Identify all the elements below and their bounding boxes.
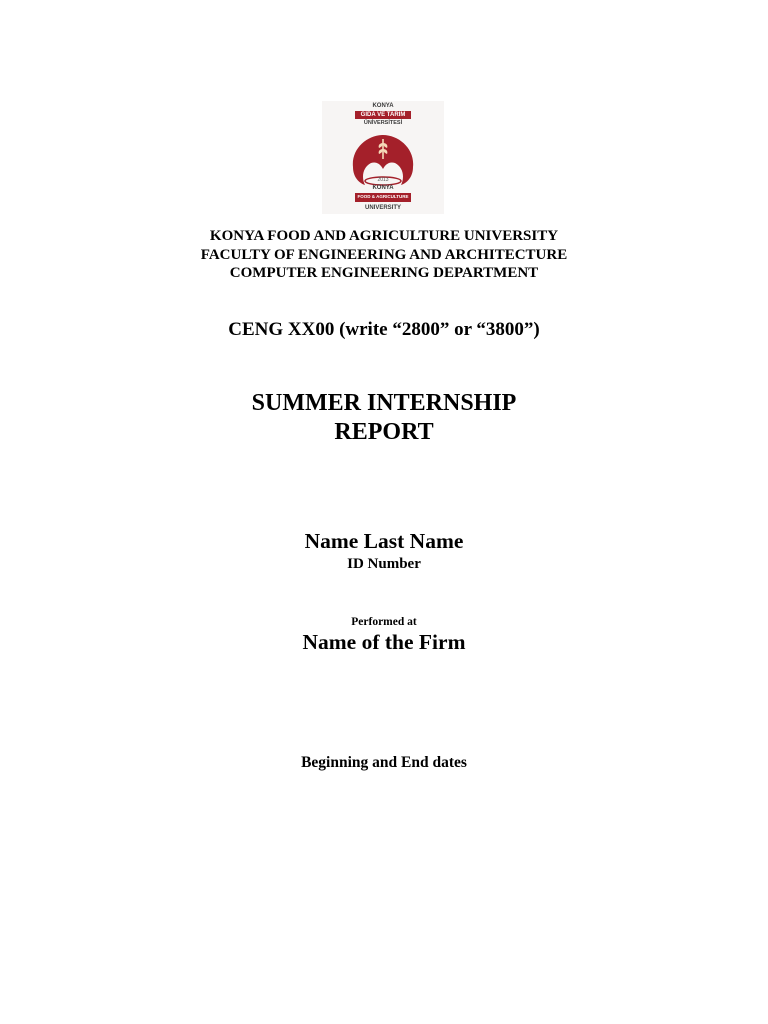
logo-sub-text: ÜNİVERSİTESİ [363, 120, 403, 126]
logo-band-top: GIDA VE TARIM [355, 111, 411, 119]
internship-dates: Beginning and End dates [301, 754, 467, 771]
firm-name: Name of the Firm [302, 630, 466, 654]
performed-at-label: Performed at [351, 616, 417, 628]
student-name: Name Last Name [304, 529, 464, 553]
institution-block [0, 227, 768, 283]
report-title-line2: REPORT [334, 418, 434, 445]
university-logo [322, 101, 444, 214]
report-title [0, 389, 768, 446]
student-id: ID Number [347, 556, 421, 572]
logo-last-text: UNIVERSITY [364, 205, 401, 211]
faculty-name: FACULTY OF ENGINEERING AND ARCHITECTURE [200, 246, 568, 263]
logo-year: 2013 [377, 177, 389, 183]
report-title-line1: SUMMER INTERNSHIP [251, 390, 517, 416]
logo-band-bottom: FOOD & AGRICULTURE [355, 193, 411, 202]
department-name: COMPUTER ENGINEERING DEPARTMENT [229, 265, 539, 281]
university-name: KONYA FOOD AND AGRICULTURE UNIVERSITY [209, 228, 559, 244]
logo-bottom-text: KONYA [372, 185, 394, 191]
logo-top-text: KONYA [372, 103, 394, 109]
course-code: CENG XX00 (write “2800” or “3800”) [228, 319, 540, 340]
